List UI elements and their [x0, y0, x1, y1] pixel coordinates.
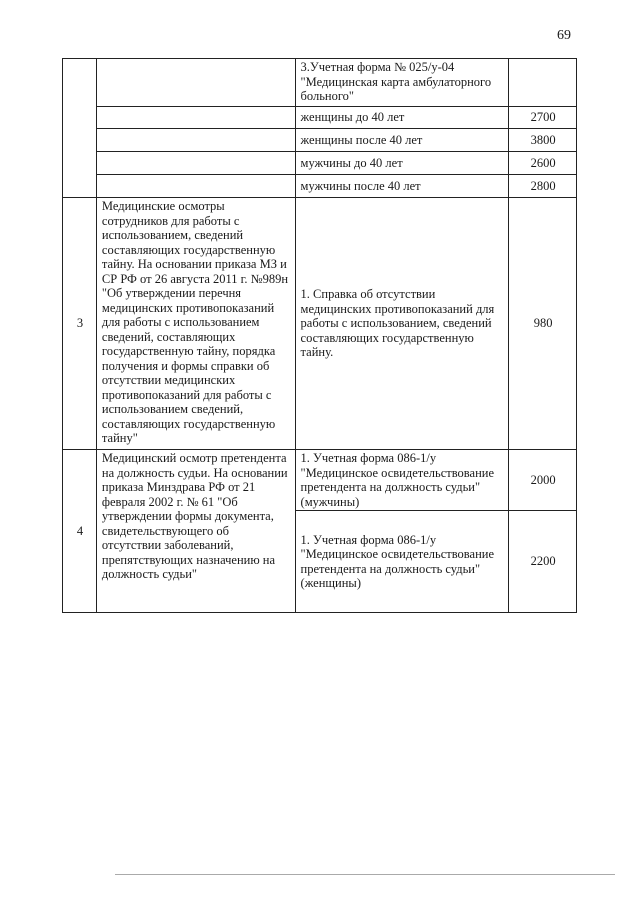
service-cell [96, 107, 295, 129]
service-cell [96, 152, 295, 175]
price-cell: 3800 [509, 129, 577, 152]
document-cell: 1. Справка об отсутствии медицинских противопоказаний для работы с использованием, сведений составляющих государственную тайну. [295, 198, 509, 450]
price-cell: 2200 [509, 511, 577, 613]
service-cell: Медицинский осмотр претендента на должность судьи. На основании приказа Минздрава РФ от 21 февраля 2002 г. № 61 "Об утверждении формы документа, свидетельствующего об отсутствии заболеваний, препятствующих назначению на должность судьи" [96, 450, 295, 613]
document-cell: 1. Учетная форма 086-1/у "Медицинское освидетельствование претендента на должность судьи" (женщины) [295, 511, 509, 613]
category-cell: мужчины до 40 лет [295, 152, 509, 175]
table-row [63, 198, 577, 450]
row-number-cell: 4 [63, 450, 97, 613]
price-cell [509, 59, 577, 107]
document-cell: 1. Учетная форма 086-1/у "Медицинское освидетельствование претендента на должность судьи" (мужчины) [295, 450, 509, 511]
service-cell [96, 129, 295, 152]
table-row [63, 107, 577, 129]
price-table [62, 58, 577, 613]
category-cell: мужчины после 40 лет [295, 175, 509, 198]
scan-edge-line [115, 874, 615, 875]
category-cell: женщины после 40 лет [295, 129, 509, 152]
row-number-cell [63, 59, 97, 198]
price-cell: 2600 [509, 152, 577, 175]
page-number: 69 [557, 28, 571, 43]
price-cell: 2000 [509, 450, 577, 511]
table-row [63, 129, 577, 152]
service-cell [96, 59, 295, 107]
service-cell [96, 175, 295, 198]
price-cell: 2700 [509, 107, 577, 129]
document-cell: 3.Учетная форма № 025/у-04 "Медицинская карта амбулаторного больного" [295, 59, 509, 107]
table-row [63, 152, 577, 175]
table-row [63, 59, 577, 107]
price-cell: 2800 [509, 175, 577, 198]
table-row [63, 450, 577, 511]
table-row [63, 175, 577, 198]
price-cell: 980 [509, 198, 577, 450]
service-cell: Медицинские осмотры сотрудников для работы с использованием, сведений составляющих государственную тайну. На основании приказа МЗ и СР РФ от 26 августа 2011 г. №989н "Об утверждении перечня медицинских противопоказаний для работы с использованием сведений, составляющих государственную тайну, порядка получения и формы справки об отсутствии медицинских противопоказаний для работы с использованием сведений, составляющих государственную тайну" [96, 198, 295, 450]
category-cell: женщины до 40 лет [295, 107, 509, 129]
row-number-cell: 3 [63, 198, 97, 450]
